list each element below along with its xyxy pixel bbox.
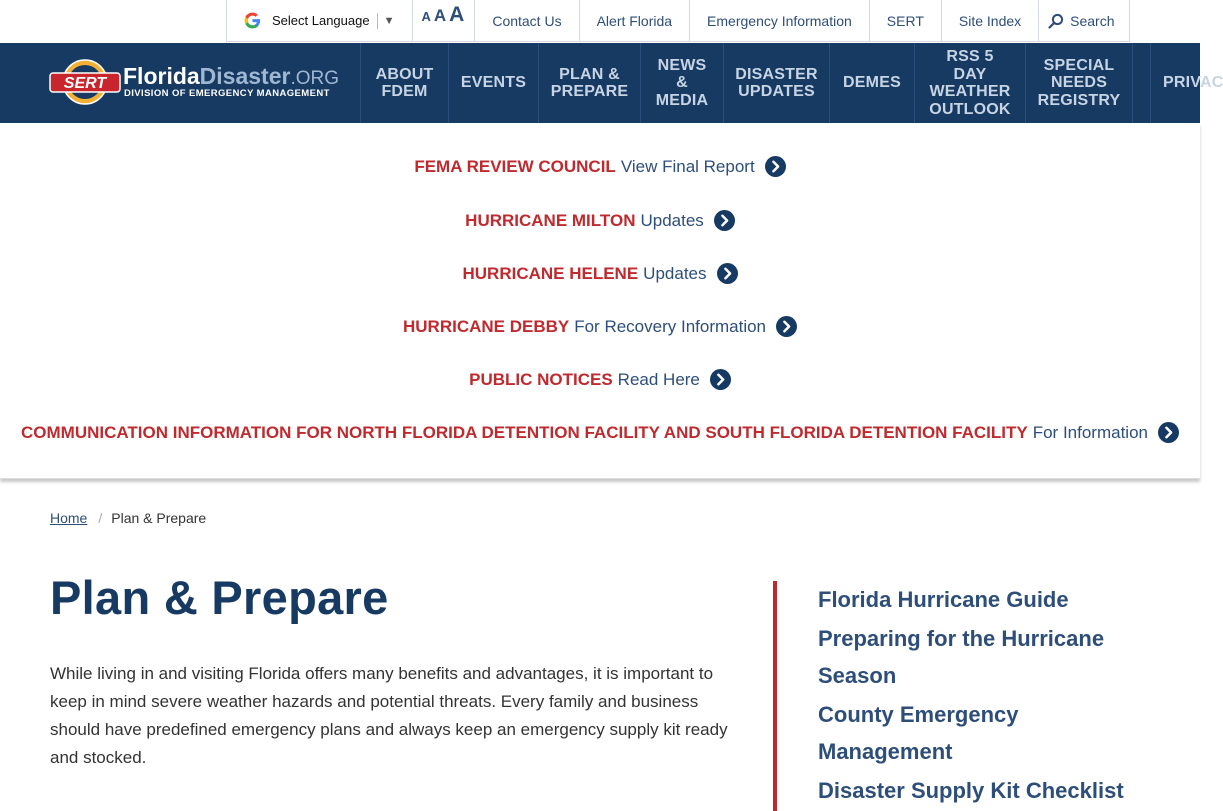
nav-label-line: MEDIA xyxy=(655,91,709,109)
nav-events[interactable] xyxy=(449,43,539,123)
alert-title: COMMUNICATION INFORMATION FOR NORTH FLORIDA DETENTION FACILITY AND SOUTH FLORIDA DETENTION FACILITY xyxy=(21,422,1028,442)
search-label: Search xyxy=(1070,12,1115,29)
brand-disaster: Disaster xyxy=(199,63,291,89)
nav-label-line: DISASTER xyxy=(735,65,818,83)
nav-label-line: OUTLOOK xyxy=(929,100,1011,118)
nav-label-line: PRIVAC xyxy=(1163,74,1223,92)
utility-bar xyxy=(0,0,1200,43)
alert-link-text: For Recovery Information xyxy=(574,316,767,336)
nav-label-line: WEATHER xyxy=(929,83,1011,100)
sidebar-link-county-em[interactable]: County Emergency Management xyxy=(818,702,1019,764)
alert-banner xyxy=(0,123,1200,479)
nav-label-line: SPECIAL xyxy=(1043,56,1115,74)
dropdown-arrow-icon: ▼ xyxy=(383,14,395,27)
alert-item[interactable] xyxy=(0,422,1200,443)
primary-nav xyxy=(360,43,1223,123)
alert-link-text: Updates xyxy=(643,263,707,283)
nav-label-line: NEWS xyxy=(657,56,707,74)
alert-link-text: For Information xyxy=(1032,422,1148,442)
nav-label-line: PREPARE xyxy=(550,83,629,100)
nav-label-line: NEEDS xyxy=(1050,74,1108,92)
site-index-link[interactable]: Site Index xyxy=(942,0,1039,41)
nav-label-line: FDEM xyxy=(381,83,428,100)
breadcrumb xyxy=(50,510,206,526)
alert-item[interactable] xyxy=(0,316,1200,337)
nav-news-media[interactable] xyxy=(641,43,724,123)
sert-logo-emblem xyxy=(50,57,340,107)
nav-divider-gap xyxy=(1133,43,1151,123)
site-logo[interactable] xyxy=(50,57,340,107)
chevron-right-circle-icon xyxy=(710,369,731,390)
sidebar-links xyxy=(773,581,1193,811)
nav-demes[interactable] xyxy=(830,43,915,123)
alert-title: HURRICANE MILTON xyxy=(465,210,636,230)
nav-label-line: ABOUT xyxy=(375,65,434,83)
emergency-information-link[interactable]: Emergency Information xyxy=(690,0,870,41)
alert-title: PUBLIC NOTICES xyxy=(469,369,613,389)
sert-logo-text: SERT xyxy=(63,75,107,92)
nav-label-line: REGISTRY xyxy=(1037,91,1121,109)
nav-label-line: EVENTS xyxy=(460,74,527,92)
chevron-right-circle-icon xyxy=(776,316,797,337)
alert-item[interactable] xyxy=(0,156,1200,177)
breadcrumb-current: Plan & Prepare xyxy=(111,510,207,526)
nav-about-fdem[interactable] xyxy=(361,43,449,123)
alert-florida-link[interactable]: Alert Florida xyxy=(580,0,690,41)
search-icon xyxy=(1048,13,1064,29)
sert-link[interactable]: SERT xyxy=(870,0,942,41)
alert-title: FEMA REVIEW COUNCIL xyxy=(414,156,616,176)
nav-label-line: UPDATES xyxy=(738,83,815,100)
alert-item[interactable] xyxy=(0,210,1200,231)
nav-disaster-updates[interactable] xyxy=(724,43,830,123)
utility-links xyxy=(226,0,1130,42)
alert-title: HURRICANE HELENE xyxy=(462,263,639,283)
nav-label-line: DEMES xyxy=(843,74,901,92)
nav-label-line: PLAN & xyxy=(559,65,620,83)
sidebar-link-hurricane-season[interactable]: Preparing for the Hurricane Season xyxy=(818,626,1105,688)
main-header xyxy=(0,43,1223,123)
font-size-medium-button[interactable]: A xyxy=(433,6,447,25)
intro-paragraph: While living in and visiting Florida offers many benefits and advantages, it is important to keep in mind severe weather hazards and potential threats. Every family and business should have predefined emergency plans and always keep an emergency supply kit ready and stocked. xyxy=(50,664,728,767)
font-size-large-button[interactable]: A xyxy=(449,3,465,26)
alert-link-text: Read Here xyxy=(617,369,700,389)
language-select-label: Select Language xyxy=(272,13,370,28)
nav-special-needs-registry[interactable] xyxy=(1026,43,1133,123)
chevron-right-circle-icon xyxy=(1158,422,1179,443)
chevron-right-circle-icon xyxy=(765,156,786,177)
select-divider xyxy=(377,13,378,29)
google-translate-icon xyxy=(243,11,262,30)
font-size-small-button[interactable]: A xyxy=(421,9,431,24)
nav-privacy[interactable] xyxy=(1151,43,1223,123)
nav-label-line: & xyxy=(676,74,688,92)
brand-wordmark xyxy=(123,63,339,89)
chevron-right-circle-icon xyxy=(714,210,735,231)
alert-item[interactable] xyxy=(0,369,1200,390)
brand-florida: Florida xyxy=(123,63,200,89)
font-size-controls xyxy=(413,0,475,41)
sidebar-link-supply-kit[interactable]: Disaster Supply Kit Checklist xyxy=(818,778,1124,803)
brand-subtitle: DIVISION OF EMERGENCY MANAGEMENT xyxy=(124,88,330,99)
page-title: Plan & Prepare xyxy=(50,571,389,624)
search-button[interactable] xyxy=(1039,0,1129,41)
alert-title: HURRICANE DEBBY xyxy=(402,316,570,336)
breadcrumb-separator: / xyxy=(98,510,103,526)
sidebar-link-hurricane-guide[interactable]: Florida Hurricane Guide xyxy=(818,587,1069,612)
nav-plan-prepare[interactable] xyxy=(539,43,641,123)
alert-link-text: View Final Report xyxy=(620,156,755,176)
alert-link-text: Updates xyxy=(640,210,704,230)
breadcrumb-home-link[interactable]: Home xyxy=(50,510,88,526)
contact-us-link[interactable]: Contact Us xyxy=(475,0,579,41)
nav-rss-weather-outlook[interactable] xyxy=(915,43,1026,123)
alert-item[interactable] xyxy=(0,263,1200,284)
chevron-right-circle-icon xyxy=(717,263,738,284)
brand-org: .ORG xyxy=(290,68,340,89)
language-selector[interactable] xyxy=(227,0,413,41)
nav-label-line: RSS 5 DAY xyxy=(946,48,994,83)
